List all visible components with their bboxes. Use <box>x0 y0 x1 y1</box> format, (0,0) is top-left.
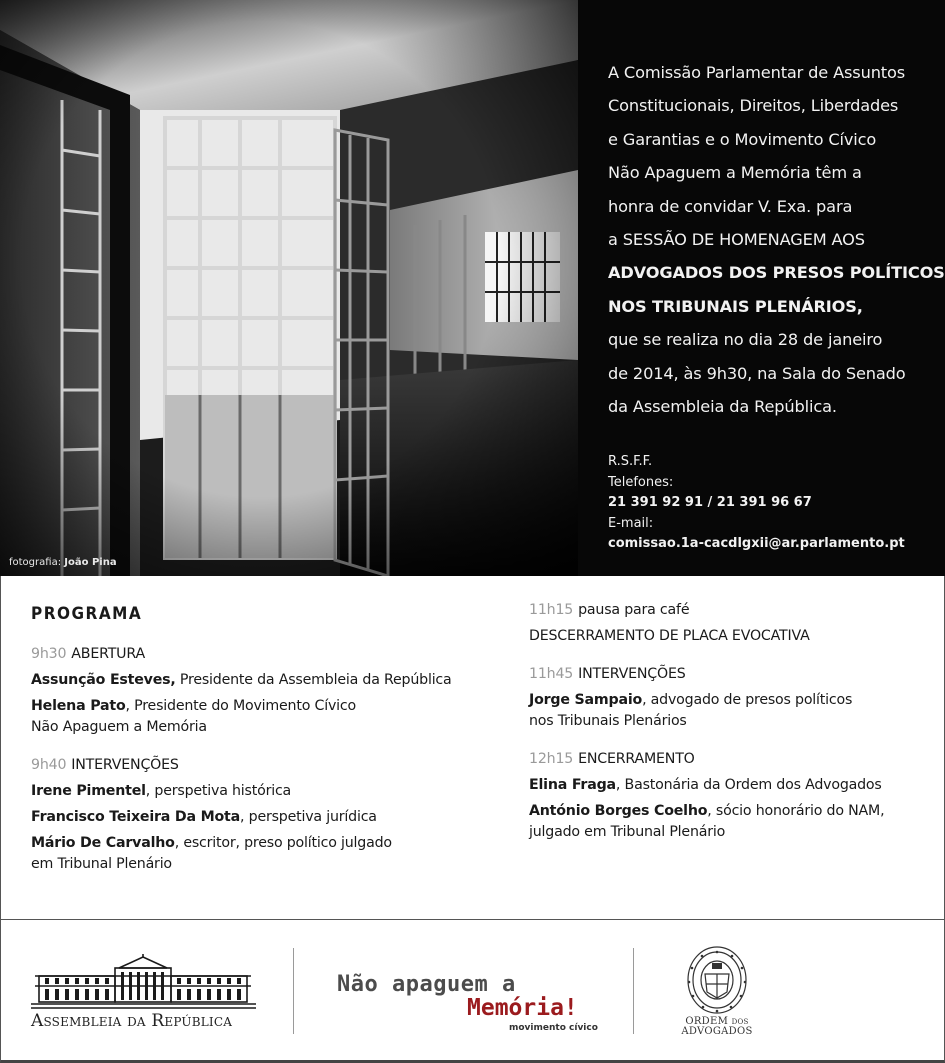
sponsor-footer <box>0 919 945 1063</box>
invite-line: A Comissão Parlamentar de Assuntos <box>608 63 906 82</box>
speaker-name: Helena Pato <box>31 698 126 714</box>
slot-heading <box>529 664 929 685</box>
invite-line: de 2014, às 9h30, na Sala do Senado <box>608 363 906 383</box>
speaker-role: , perspetiva jurídica <box>240 809 377 825</box>
speaker-name: Assunção Esteves, <box>31 672 176 688</box>
speaker-role-cont: nos Tribunais Plenários <box>529 713 687 729</box>
slot-heading <box>31 755 501 776</box>
speaker-role-cont: em Tribunal Plenário <box>31 856 172 872</box>
email-label: E-mail: <box>608 515 654 531</box>
slot-time: 9h30 <box>31 646 67 662</box>
phone-label: Telefones: <box>608 474 674 490</box>
contact-block <box>608 452 905 555</box>
speaker-item <box>31 670 501 691</box>
speaker-name: Jorge Sampaio <box>529 692 643 708</box>
slot-label: ENCERRAMENTO <box>578 751 695 767</box>
invite-line: que se realiza no dia 28 de janeiro <box>608 330 883 350</box>
plaque-unveiling: DESCERRAMENTO DE PLACA EVOCATIVA <box>529 628 810 644</box>
assembleia-wordmark: Assembleia da República <box>31 1011 233 1031</box>
speaker-name: Irene Pimentel <box>31 783 146 799</box>
speaker-role-cont: Não Apaguem a Memória <box>31 719 207 735</box>
prison-cell-illustration <box>0 0 578 576</box>
event-title-line: ADVOGADOS DOS PRESOS POLÍTICOS <box>608 263 945 283</box>
speaker-role: , advogado de presos políticos <box>642 692 853 708</box>
invite-line: honra de convidar V. Exa. para <box>608 196 853 216</box>
nam-logo-line1: Não apaguem a <box>337 972 516 997</box>
program-right-column <box>529 600 929 843</box>
program-section <box>0 576 945 920</box>
ordem-line1: ORDEM <box>685 1016 729 1027</box>
slot-label: INTERVENÇÕES <box>578 666 686 682</box>
speaker-item <box>31 696 501 738</box>
speaker-item <box>31 781 501 802</box>
speaker-item <box>529 775 929 796</box>
ordem-line2: ADVOGADOS <box>681 1026 753 1037</box>
speaker-item <box>529 690 929 732</box>
phone-numbers[interactable]: 21 391 92 91 / 21 391 96 67 <box>608 495 812 510</box>
parliament-building-icon <box>31 954 256 1010</box>
invite-line: Constitucionais, Direitos, Liberdades <box>608 96 899 116</box>
speaker-name: Francisco Teixeira Da Mota <box>31 809 241 825</box>
slot-time: 11h45 <box>529 666 574 682</box>
nao-apaguem-memoria-logo <box>337 972 598 1042</box>
invite-line: da Assembleia da República. <box>608 397 837 417</box>
speaker-name: António Borges Coelho <box>529 803 708 819</box>
speaker-item <box>529 801 929 843</box>
slot-label: ABERTURA <box>71 646 145 662</box>
ordem-line1-small: DOS <box>731 1018 749 1026</box>
slot-heading <box>31 644 501 665</box>
ordem-wordmark <box>677 1017 757 1037</box>
speaker-role: , sócio honorário do NAM, <box>707 803 885 819</box>
ordem-advogados-logo <box>677 944 757 1044</box>
invite-line: a SESSÃO DE HOMENAGEM AOS <box>608 230 865 250</box>
invite-line: Não Apaguem a Memória têm a <box>608 163 862 183</box>
slot-label: pausa para café <box>578 602 690 618</box>
slot-heading <box>529 749 929 770</box>
invite-line: e Garantias e o Movimento Cívico <box>608 129 877 149</box>
nam-logo-line3: movimento cívico <box>509 1023 598 1033</box>
speaker-role: , Presidente do Movimento Cívico <box>125 698 356 714</box>
program-left-column <box>31 644 501 875</box>
speaker-role: Presidente da Assembleia da República <box>175 672 452 688</box>
speaker-role-cont: julgado em Tribunal Plenário <box>529 824 726 840</box>
email-address[interactable]: comissao.1a-cacdlgxii@ar.parlamento.pt <box>608 536 905 551</box>
speaker-role: , perspetiva histórica <box>145 783 292 799</box>
slot-heading <box>529 600 929 621</box>
prison-cell-photo <box>0 0 578 576</box>
slot-time: 12h15 <box>529 751 574 767</box>
speaker-role: , escritor, preso político julgado <box>174 835 392 851</box>
slot-time: 11h15 <box>529 602 574 618</box>
footer-divider <box>293 948 294 1034</box>
nam-logo-line2: Memória! <box>467 995 578 1021</box>
slot-label: INTERVENÇÕES <box>71 757 179 773</box>
invitation-text <box>608 56 945 423</box>
photo-credit: fotografia: João Pina <box>9 557 117 568</box>
speaker-item <box>31 833 501 875</box>
ordem-seal-icon <box>677 944 757 1016</box>
program-title: PROGRAMA <box>31 604 143 624</box>
slot-time: 9h40 <box>31 757 67 773</box>
speaker-name: Elina Fraga <box>529 777 616 793</box>
speaker-item <box>31 807 501 828</box>
footer-divider <box>633 948 634 1034</box>
speaker-role: , Bastonária da Ordem dos Advogados <box>615 777 882 793</box>
rsff-label: R.S.F.F. <box>608 454 653 469</box>
speaker-name: Mário De Carvalho <box>31 835 175 851</box>
event-title-line: NOS TRIBUNAIS PLENÁRIOS, <box>608 296 863 316</box>
